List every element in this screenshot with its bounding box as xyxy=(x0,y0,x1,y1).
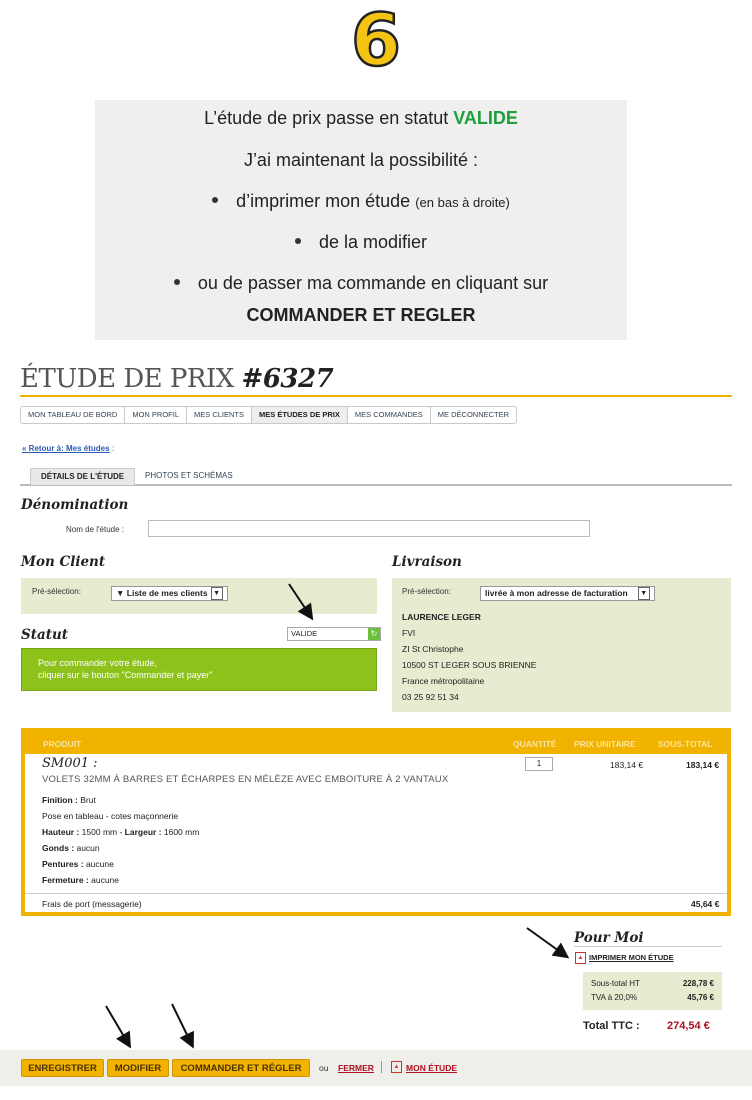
breadcrumb-suffix: : xyxy=(111,444,115,453)
close-link[interactable]: FERMER xyxy=(338,1063,374,1073)
nav-price-studies[interactable]: MES ÉTUDES DE PRIX xyxy=(252,407,348,423)
product-description: VOLETS 32MM À BARRES ET ÉCHARPES EN MÉLÈZE AVEC EMBOITURE À 2 VANTAUX xyxy=(42,774,449,785)
total-ttc-label: Total TTC : xyxy=(583,1020,640,1032)
bullet-note: (en bas à droite) xyxy=(415,195,510,210)
total-ttc-value: 274,54 € xyxy=(667,1020,710,1032)
delivery-name: LAURENCE LEGER xyxy=(402,612,481,622)
save-button[interactable]: ENREGISTRER xyxy=(21,1059,104,1077)
client-preselect-label: Pré-sélection: xyxy=(32,587,81,596)
spec-value: aucune xyxy=(83,859,114,869)
nav-logout[interactable]: ME DÉCONNECTER xyxy=(437,410,510,419)
tab-details[interactable]: DÉTAILS DE L'ÉTUDE xyxy=(30,468,135,485)
bullet-text: d’imprimer mon étude xyxy=(236,191,411,211)
quantity-input[interactable]: 1 xyxy=(525,757,553,771)
study-name-label: Nom de l'étude : xyxy=(66,525,125,534)
page-title-text: ÉTUDE DE PRIX xyxy=(20,364,242,394)
tva-label: TVA à 20,0% xyxy=(591,993,638,1002)
chevron-down-icon: ▼ xyxy=(211,587,223,600)
chevron-down-icon: ▼ xyxy=(638,587,650,600)
subtotal-ht-label: Sous-total HT xyxy=(591,979,640,988)
delivery-address-line: FVI xyxy=(402,628,416,638)
delivery-address-line: 10500 ST LEGER SOUS BRIENNE xyxy=(402,660,537,670)
section-title-client: Mon Client xyxy=(21,554,106,570)
column-header-quantity: QUANTITÉ xyxy=(513,739,557,749)
step-number: 6 xyxy=(350,0,402,82)
delivery-phone: 03 25 92 51 34 xyxy=(402,692,459,702)
print-study-link[interactable]: IMPRIMER MON ÉTUDE xyxy=(589,953,674,962)
spec-label: Largeur : xyxy=(124,827,162,837)
spec-label: Finition : xyxy=(42,795,78,805)
nav-clients[interactable]: MES CLIENTS xyxy=(187,407,252,423)
delivery-address-line: France métropolitaine xyxy=(402,676,485,686)
arrow-icon xyxy=(289,584,311,617)
tab-photos[interactable]: PHOTOS ET SCHÉMAS xyxy=(145,471,233,480)
nav-dashboard[interactable]: MON TABLEAU DE BORD xyxy=(21,407,125,423)
spec-value: 1500 mm - xyxy=(79,827,125,837)
pdf-icon: ▲ xyxy=(575,952,586,964)
status-banner-line-1: Pour commander votre étude, xyxy=(38,658,158,668)
subtotal-ht-value: 228,78 € xyxy=(682,979,714,988)
client-select-value: ▼ Liste de mes clients xyxy=(116,588,208,598)
status-highlight: VALIDE xyxy=(453,108,518,128)
arrow-icon xyxy=(106,1006,129,1045)
page-title-number: #6327 xyxy=(241,364,334,394)
shipping-label: Frais de port (messagerie) xyxy=(42,899,142,909)
instruction-line-2: J’ai maintenant la possibilité : xyxy=(243,150,479,170)
column-header-subtotal: SOUS-TOTAL xyxy=(658,739,713,749)
or-text: ou xyxy=(319,1063,329,1073)
product-code: SM001 : xyxy=(42,756,98,771)
spec-pose: Pose en tableau - cotes maçonnerie xyxy=(42,811,179,821)
spec-label: Gonds : xyxy=(42,843,75,853)
status-banner-line-2: cliquer sur le bouton "Commander et payer" xyxy=(38,670,213,680)
arrow-icon xyxy=(172,1004,192,1045)
section-title-status: Statut xyxy=(21,627,69,643)
spec-value: aucune xyxy=(88,875,120,885)
nav-profile[interactable]: MON PROFIL xyxy=(125,407,187,423)
status-value: VALIDE xyxy=(291,629,318,638)
refresh-icon[interactable]: ↻ xyxy=(368,628,380,640)
back-link[interactable]: « Retour à: Mes études xyxy=(22,444,110,453)
bullet-text: de la modifier xyxy=(318,232,428,252)
spec-label: Hauteur : xyxy=(42,827,80,837)
line-subtotal: 183,14 € xyxy=(686,760,720,770)
modify-button[interactable]: MODIFIER xyxy=(107,1059,169,1077)
spec-value: 1600 mm xyxy=(161,827,200,837)
spec-label: Fermeture : xyxy=(42,875,89,885)
section-title-delivery: Livraison xyxy=(392,554,462,570)
column-header-unit-price: PRIX UNITAIRE xyxy=(574,739,636,749)
spec-value: aucun xyxy=(74,843,100,853)
delivery-select-value: livrée à mon adresse de facturation xyxy=(485,588,628,598)
spec-value: Brut xyxy=(77,795,96,805)
section-title-denomination: Dénomination xyxy=(21,497,129,513)
column-header-product: PRODUIT xyxy=(43,739,82,749)
unit-price: 183,14 € xyxy=(610,760,644,770)
arrow-icon xyxy=(527,928,566,956)
my-study-link[interactable]: MON ÉTUDE xyxy=(406,1063,457,1073)
summary-title: Pour Moi xyxy=(574,930,644,946)
tva-value: 45,76 € xyxy=(687,993,714,1002)
delivery-preselect-label: Pré-sélection: xyxy=(402,587,451,596)
instruction-action: COMMANDER ET REGLER xyxy=(246,305,476,325)
shipping-value: 45,64 € xyxy=(691,899,720,909)
pdf-icon: ▲ xyxy=(391,1061,402,1073)
bullet-text: ou de passer ma commande en cliquant sur xyxy=(197,273,549,293)
order-and-pay-button[interactable]: COMMANDER ET RÉGLER xyxy=(172,1059,310,1077)
spec-label: Pentures : xyxy=(42,859,84,869)
delivery-address-line: ZI St Christophe xyxy=(402,644,464,654)
nav-orders[interactable]: MES COMMANDES xyxy=(348,407,431,423)
instruction-text: L’étude de prix passe en statut xyxy=(204,108,454,128)
